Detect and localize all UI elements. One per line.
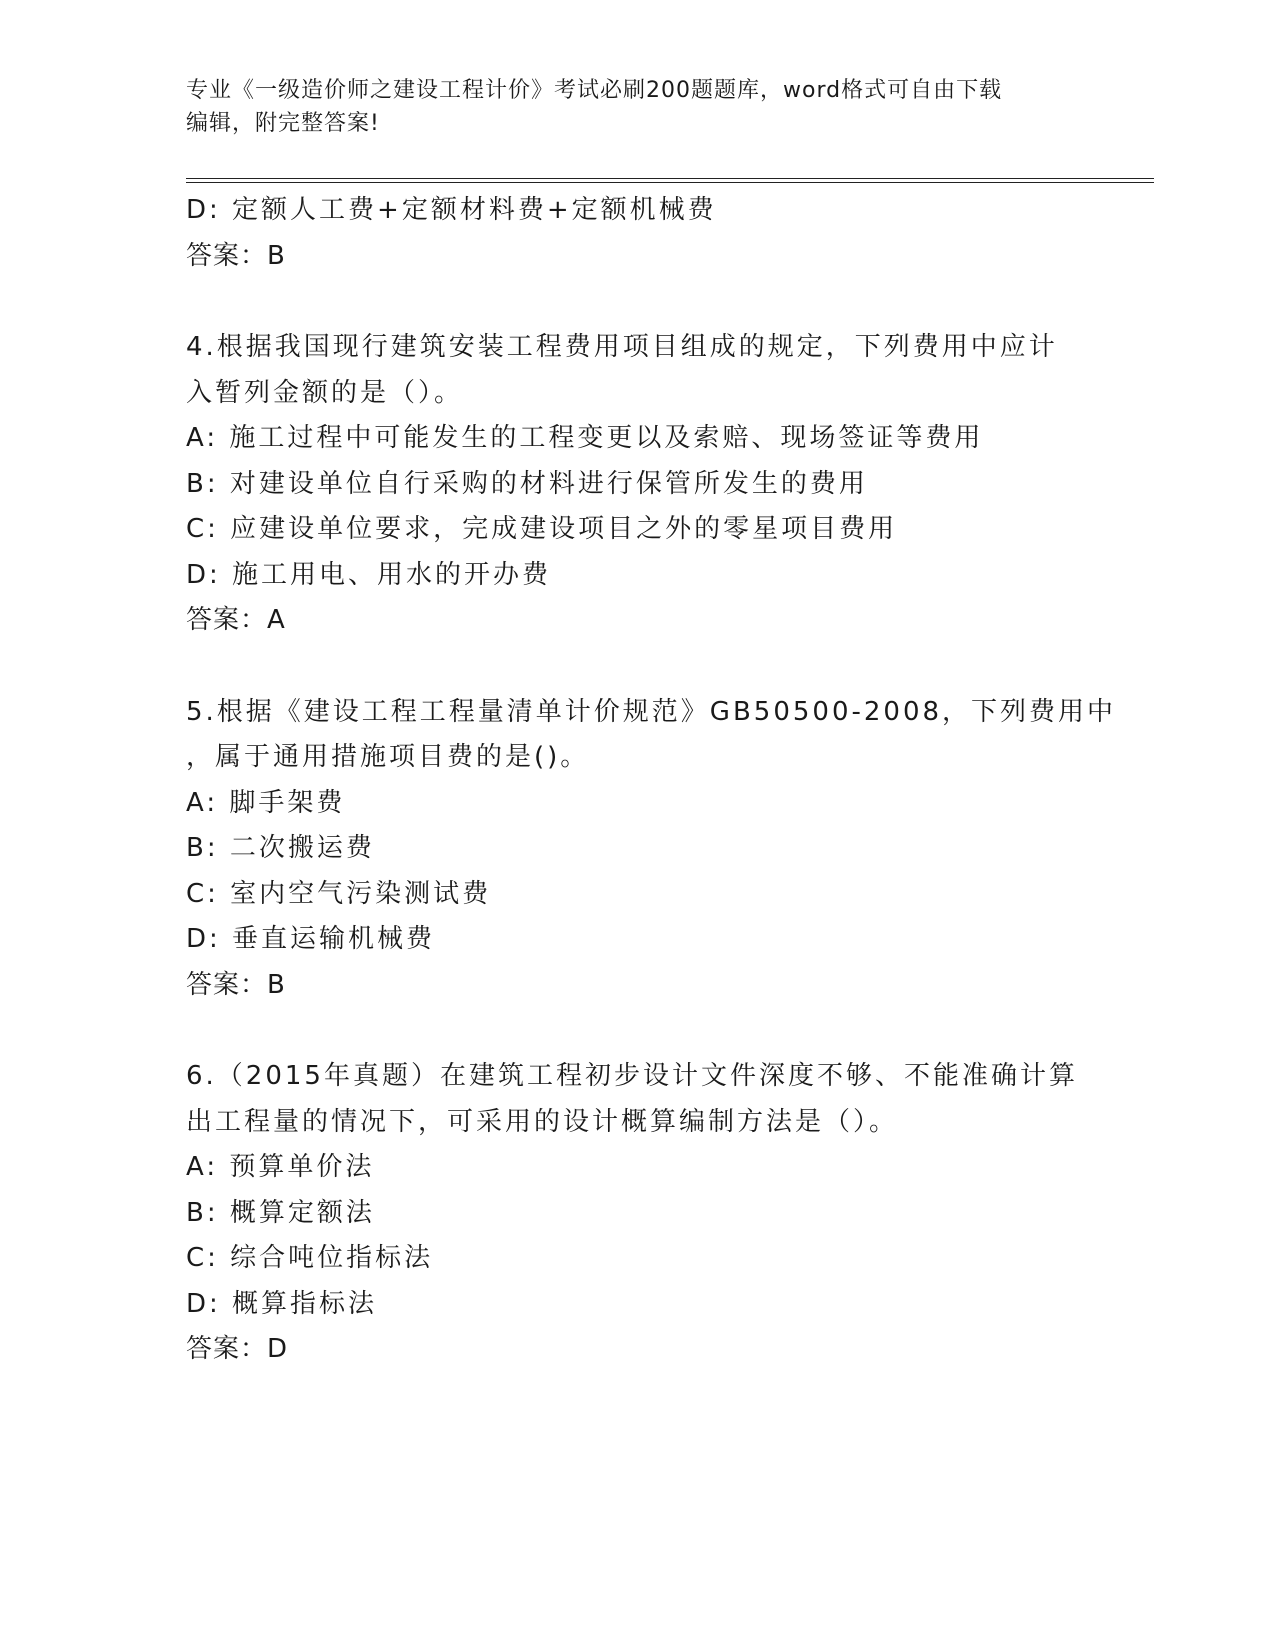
document-header (186, 74, 1086, 140)
option-b: B: 概算定额法 (186, 1197, 375, 1228)
question-6 (186, 1054, 1106, 1373)
option-d: D: 垂直运输机械费 (186, 924, 436, 954)
option-a: A: 预算单价法 (186, 1152, 375, 1182)
header-title-line-2: 编辑，附完整答案! (186, 111, 380, 136)
spacer (186, 644, 1106, 690)
question-stem: 4.根据我国现行建筑安装工程费用项目组成的规定，下列费用中应计 (186, 332, 1058, 362)
answer-line: 答案：D (186, 1334, 289, 1364)
question-list (186, 188, 1117, 1373)
question-stem: ，属于通用措施项目费的是()。 (186, 742, 590, 772)
question-4 (186, 325, 1106, 644)
spacer (186, 1008, 1106, 1054)
option-d: D: 概算指标法 (186, 1288, 378, 1319)
option-a: A: 施工过程中可能发生的工程变更以及索赔、现场签证等费用 (186, 423, 984, 453)
option-c: C: 应建设单位要求，完成建设项目之外的零星项目费用 (186, 514, 898, 544)
option-d: D: 定额人工费+定额材料费+定额机械费 (186, 195, 717, 225)
question-stem: 入暂列金额的是（）。 (186, 377, 464, 408)
question-stem: 5.根据《建设工程工程量清单计价规范》GB50500-2008，下列费用中 (186, 696, 1117, 727)
option-c: C: 综合吨位指标法 (186, 1243, 434, 1273)
option-b: B: 对建设单位自行采购的材料进行保管所发生的费用 (186, 468, 868, 499)
question-stem: 出工程量的情况下，可采用的设计概算编制方法是（）。 (186, 1106, 899, 1137)
question-stem: 6.（2015年真题）在建筑工程初步设计文件深度不够、不能准确计算 (186, 1061, 1078, 1091)
header-divider (186, 178, 1154, 183)
option-b: B: 二次搬运费 (186, 833, 375, 863)
answer-line: 答案：A (186, 605, 286, 635)
header-title-line-1: 专业《一级造价师之建设工程计价》考试必刷200题题库，word格式可自由下载 (186, 78, 1003, 103)
answer-line: 答案：B (186, 240, 286, 271)
option-c: C: 室内空气污染测试费 (186, 878, 492, 909)
spacer (186, 279, 1106, 325)
option-a: A: 脚手架费 (186, 787, 346, 818)
question-5 (186, 690, 1117, 1009)
option-d: D: 施工用电、用水的开办费 (186, 559, 552, 590)
question-3-continued (186, 188, 1106, 279)
answer-line: 答案：B (186, 969, 286, 1000)
